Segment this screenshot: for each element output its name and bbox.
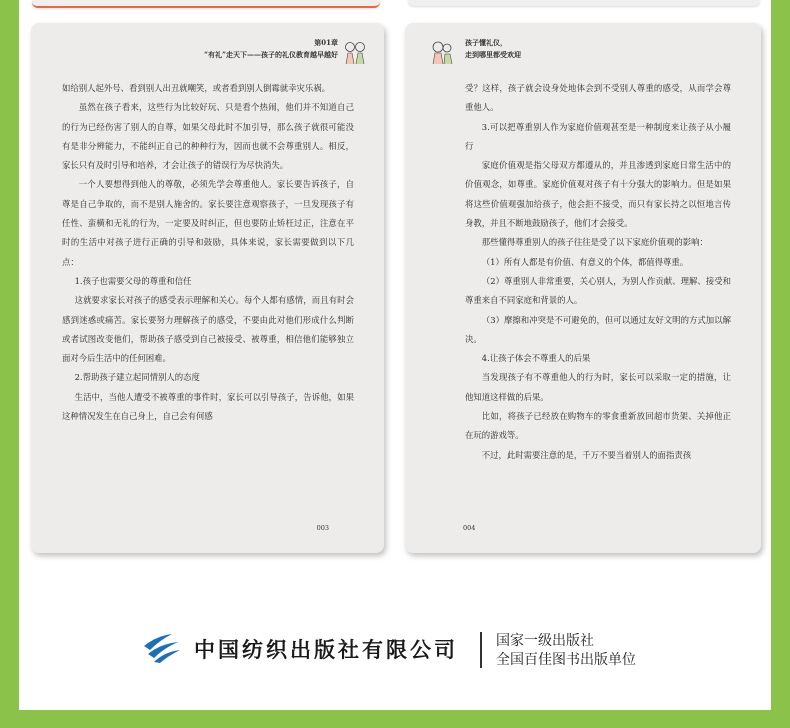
paragraph: 1.孩子也需要父母的尊重和信任	[74, 275, 192, 286]
running-header	[465, 37, 521, 61]
children-illustration-icon	[342, 39, 368, 65]
running-title-line-2: 走到哪里都受欢迎	[465, 50, 521, 59]
publisher-footer	[0, 628, 790, 673]
green-frame-left	[0, 0, 19, 728]
paragraph: 如给别人起外号、看到别人出丑就嘲笑，或者看到别人倒霉就幸灾乐祸。	[62, 83, 330, 93]
children-illustration-icon	[429, 39, 455, 65]
paragraph: 4.让孩子体会不尊重人的后果	[481, 353, 591, 364]
book-page-right	[405, 23, 761, 553]
publisher-logo-icon	[142, 632, 182, 664]
page-number: 004	[463, 524, 476, 532]
paragraph: （3）摩擦和冲突是不可避免的，但可以通过友好文明的方式加以解决。	[465, 314, 731, 344]
paragraph: 这就要求家长对孩子的感受表示理解和关心。每个人都有感情，而且有时会感到迷惑或痛苦。家长要努力理解孩子的感受，不要由此对他们形成什么判断或者试图改变他们，帮助孩子感受到自己被接受、被尊重，相信他们能够独立面对今后生活中的任何困难。	[62, 295, 354, 364]
book-page-left	[31, 23, 384, 553]
paragraph: 比如，将孩子已经放在购物车的零食重新放回超市货架、关掉他正在玩的游戏等。	[465, 411, 731, 441]
paragraph: 虽然在孩子看来，这些行为比较好玩、只是看个热闹，他们并不知道自己的行为已经伤害了别人的自尊，如果父母此时不加引导，那么孩子就很可能没有是非分辨能力，不能纠正自己的种种行为，因而也就不会尊重别人。相反，家长只有及时引导和培养，才会让孩子的错误行为尽快消失。	[62, 102, 354, 171]
paragraph: 家庭价值观是指父母双方都遵从的，并且渗透到家庭日常生活中的价值观念，如尊重。家庭价值观对孩子有十分强大的影响力。但是如果将这些价值观强加给孩子，他会拒不接受，而只有家长持之以恒地言传身教，并且不断地鼓励孩子，他们才会接受。	[465, 160, 731, 229]
paragraph: （2）尊重别人非常重要，关心别人，为别人作贡献、理解、接受和尊重来自不同家庭和背景的人。	[465, 275, 731, 306]
green-frame-right	[771, 0, 790, 728]
chapter-label: 第01章	[314, 38, 338, 47]
paragraph: 生活中，当他人遭受不被尊重的事件时，家长可以引导孩子，告诉他，如果这种情况发生在自己身上，自己会有何感	[62, 391, 354, 422]
publisher-tagline-1: 国家一级出版社	[496, 633, 594, 649]
footer-divider	[480, 632, 482, 668]
page-text	[62, 79, 354, 426]
paragraph: 那些懂得尊重别人的孩子往往是受了以下家庭价值观的影响：	[481, 237, 708, 248]
publisher-name: 中国纺织出版社有限公司	[194, 638, 458, 662]
green-frame-bottom	[0, 710, 790, 728]
paragraph: 不过，此时需要注意的是，千万不要当着别人的面指责孩	[481, 449, 692, 460]
running-title-line-1: 孩子懂礼仪，	[465, 38, 507, 47]
paragraph: 一个人要想得到他人的尊敬，必须先学会尊重他人。家长要告诉孩子，自尊是自己争取的，而不是别人施舍的。家长要注意观察孩子，一旦发现孩子有任性、蛮横和无礼的行为，一定要及时纠正，但也要防止矫枉过正，注意在平时的生活中对孩子进行正确的引导和鼓励，具体来说，家长需要做到以下几点：	[62, 179, 354, 267]
publisher-tagline-2: 全国百佳图书出版单位	[496, 652, 636, 668]
paragraph: （1）所有人都是有价值、有意义的个体，都值得尊重。	[481, 256, 689, 267]
paragraph: 2.帮助孩子建立起同情别人的态度	[74, 372, 200, 383]
paragraph: 受？这样，孩子就会设身处地体会到不受别人尊重的感受，从而学会尊重他人。	[465, 83, 731, 113]
page-text	[465, 79, 731, 465]
running-title: “有礼”走天下——孩子的礼仪教育越早越好	[203, 50, 338, 59]
previous-page-edge-left	[32, 0, 380, 8]
running-header	[204, 37, 338, 61]
paragraph: 3.可以把尊重别人作为家庭价值观甚至是一种制度来让孩子从小履行	[465, 121, 731, 151]
page-number: 003	[316, 524, 329, 532]
paragraph: 当发现孩子有不尊重他人的行为时，家长可以采取一定的措施，让他知道这样做的后果。	[465, 372, 731, 402]
previous-page-edge-right	[408, 0, 760, 6]
